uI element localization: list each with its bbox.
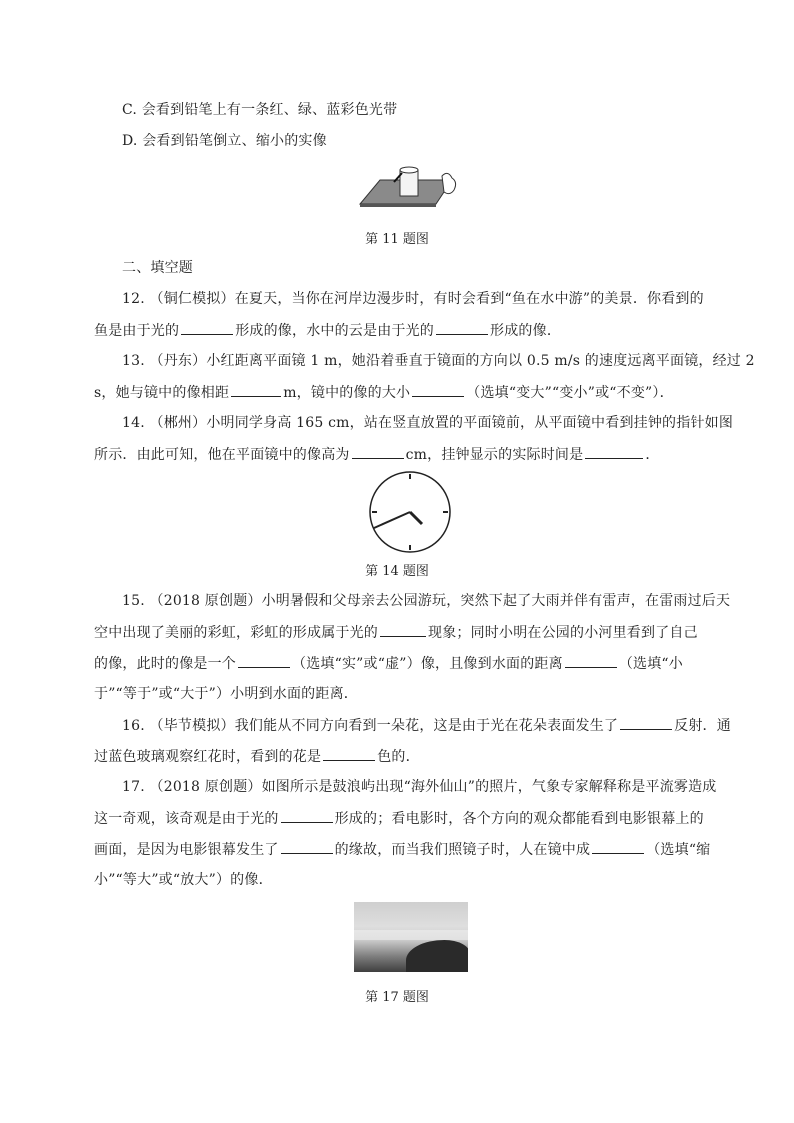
q17-line3: 画面，是因为电影银幕发生了 的缘故，而当我们照镜子时，人在镜中成 （选填“缩 xyxy=(94,839,710,860)
q12-line2: 鱼是由于光的 形成的像，水中的云是由于光的 形成的像． xyxy=(94,320,561,341)
q17-blank-3[interactable] xyxy=(592,839,644,854)
q14-caption: 第 14 题图 xyxy=(365,564,429,579)
q17-blank-1[interactable] xyxy=(281,808,333,823)
q14-line2: 所示．由此可知，他在平面镜中的像高为 cm，挂钟显示的实际时间是 ． xyxy=(94,444,660,465)
q11-caption: 第 11 题图 xyxy=(365,232,429,247)
hand-icon xyxy=(442,173,456,193)
q15-blank-1[interactable] xyxy=(380,622,426,637)
q17-photo xyxy=(354,902,468,972)
q13-blank-2[interactable] xyxy=(412,382,464,397)
q16-blank-2[interactable] xyxy=(323,746,375,761)
option-c: C. 会看到铅笔上有一条红、绿、蓝彩色光带 xyxy=(122,102,398,118)
q12-line1: 12. （铜仁模拟）在夏天，当你在河岸边漫步时，有时会看到“鱼在水中游”的美景．你看到的 xyxy=(122,291,704,307)
q14-blank-1[interactable] xyxy=(352,444,404,459)
q13-line2: s，她与镜中的像相距 m，镜中的像的大小 （选填“变大”“变小”或“不变”）． xyxy=(94,382,674,403)
q15-line1: 15. （2018 原创题）小明暑假和父母亲去公园游玩，突然下起了大雨并伴有雷声，在雷雨过后天 xyxy=(122,593,731,609)
q12-blank-1[interactable] xyxy=(181,320,233,335)
glass-rim xyxy=(400,167,418,173)
q14-clock-figure xyxy=(368,470,452,554)
q17-caption: 第 17 题图 xyxy=(365,990,429,1005)
board-edge xyxy=(360,204,436,207)
q17-line1: 17. （2018 原创题）如图所示是鼓浪屿出现“海外仙山”的照片，气象专家解释称是平流雾造成 xyxy=(122,779,717,795)
q17-line4: 小”“等大”或“放大”）的像． xyxy=(94,872,273,888)
island-shape xyxy=(406,940,468,972)
q13-blank-1[interactable] xyxy=(231,382,281,397)
q17-line2: 这一奇观，该奇观是由于光的 形成的；看电影时，各个方向的观众都能看到电影银幕上的 xyxy=(94,808,704,829)
q11-figure xyxy=(356,164,464,210)
q14-blank-2[interactable] xyxy=(585,444,643,459)
q15-blank-3[interactable] xyxy=(565,653,617,668)
fog-haze xyxy=(354,930,468,940)
q15-line4: 于”“等于”或“大于”）小明到水面的距离． xyxy=(94,686,358,702)
q13-line1: 13. （丹东）小红距离平面镜 1 m，她沿着垂直于镜面的方向以 0.5 m/s 的速度远离平面镜，经过 2 xyxy=(122,353,755,369)
q12-blank-2[interactable] xyxy=(436,320,488,335)
q15-line3: 的像，此时的像是一个 （选填“实”或“虚”）像，且像到水面的距离 （选填“小 xyxy=(94,653,683,674)
q16-blank-1[interactable] xyxy=(620,715,672,730)
q16-line2: 过蓝色玻璃观察红花时，看到的花是 色的． xyxy=(94,746,420,767)
q17-blank-2[interactable] xyxy=(281,839,333,854)
q15-line2: 空中出现了美丽的彩虹，彩虹的形成属于光的 现象；同时小明在公园的小河里看到了自己 xyxy=(94,622,698,643)
q14-line1: 14. （郴州）小明同学身高 165 cm，站在竖直放置的平面镜前，从平面镜中看到挂钟的指针如图 xyxy=(122,415,734,431)
q16-line1: 16. （毕节模拟）我们能从不同方向看到一朵花，这是由于光在花朵表面发生了 反射．通 xyxy=(122,715,731,736)
q15-blank-2[interactable] xyxy=(238,653,290,668)
glass-shape xyxy=(400,170,418,196)
section-title: 二、填空题 xyxy=(122,260,193,276)
option-d: D. 会看到铅笔倒立、缩小的实像 xyxy=(122,133,327,149)
